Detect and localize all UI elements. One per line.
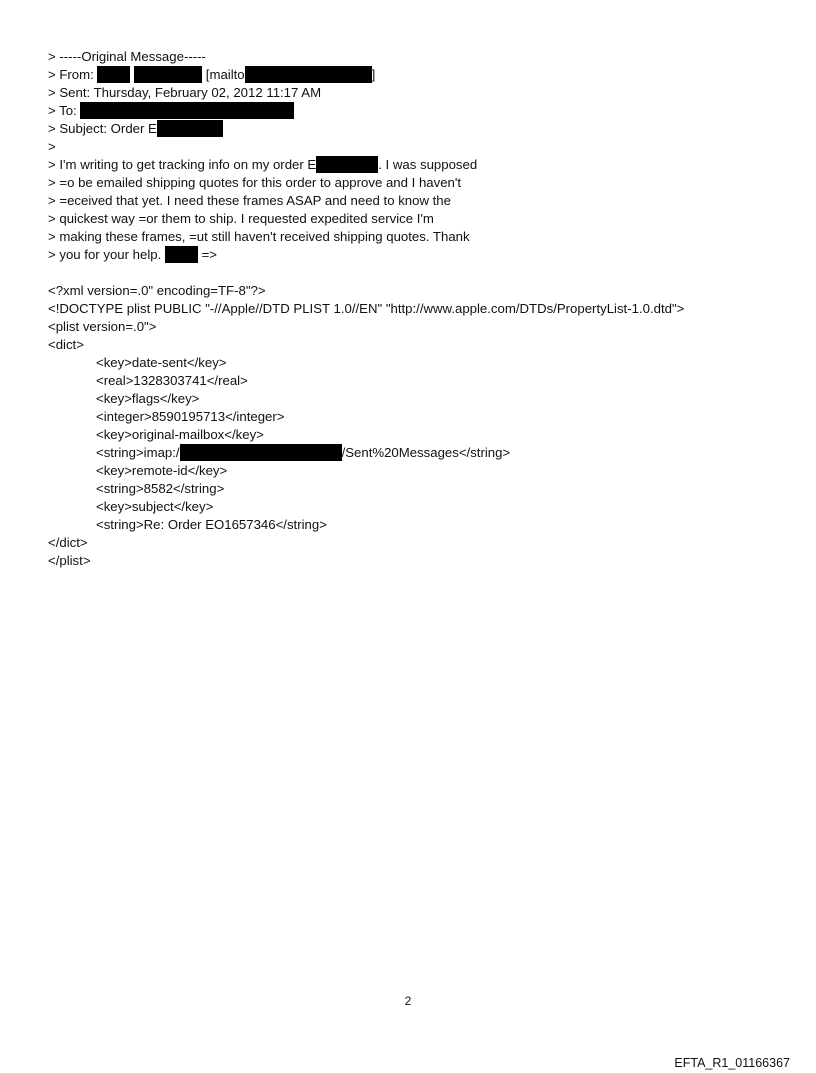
key-flags: <key>flags</key> bbox=[96, 391, 200, 406]
body-line-6 bbox=[48, 246, 788, 264]
body-line-1-start: > I'm writing to get tracking info on my order E bbox=[48, 157, 317, 172]
redaction-box bbox=[80, 102, 294, 119]
plist-open: <plist version=.0"> bbox=[48, 319, 157, 334]
redaction-box bbox=[316, 156, 378, 173]
subject-line bbox=[48, 120, 788, 138]
doctype-line: <!DOCTYPE plist PUBLIC "-//Apple//DTD PLIST 1.0//EN" "http://www.apple.com/DTDs/PropertyList-1.0.dtd"> bbox=[48, 301, 685, 316]
key-remote-id: <key>remote-id</key> bbox=[96, 463, 228, 478]
email-document bbox=[48, 48, 788, 570]
redaction-box bbox=[134, 66, 202, 83]
subject-prefix: > Subject: Order E bbox=[48, 121, 157, 136]
dict-open: <dict> bbox=[48, 337, 84, 352]
dict-close: </dict> bbox=[48, 535, 88, 550]
integer-value: <integer>8590195713</integer> bbox=[96, 409, 285, 424]
string-remote-id: <string>8582</string> bbox=[96, 481, 225, 496]
to-line bbox=[48, 102, 788, 120]
body-line-2: > =o be emailed shipping quotes for this order to approve and I haven't bbox=[48, 175, 462, 190]
blank-quote-line: > bbox=[48, 139, 56, 154]
redaction-box bbox=[245, 66, 372, 83]
body-line-1-end: . I was supposed bbox=[378, 157, 478, 172]
page-number: 2 bbox=[404, 994, 412, 1008]
body-line-5: > making these frames, =ut still haven't received shipping quotes. Thank bbox=[48, 229, 470, 244]
spacer bbox=[48, 264, 788, 282]
key-subject: <key>subject</key> bbox=[96, 499, 214, 514]
from-prefix: > From: bbox=[48, 67, 98, 82]
key-original-mailbox: <key>original-mailbox</key> bbox=[96, 427, 264, 442]
from-line bbox=[48, 66, 788, 84]
body-line-6-start: > you for your help. bbox=[48, 247, 165, 262]
body-line-6-end: => bbox=[197, 247, 218, 262]
body-line-4: > quickest way =or them to ship. I requested expedited service I'm bbox=[48, 211, 434, 226]
from-mailto: [mailto bbox=[202, 67, 245, 82]
body-line-3: > =eceived that yet. I need these frames ASAP and need to know the bbox=[48, 193, 451, 208]
from-close: ] bbox=[371, 67, 376, 82]
plist-close: </plist> bbox=[48, 553, 91, 568]
string-imap-end: /Sent%20Messages</string> bbox=[341, 445, 511, 460]
key-date-sent: <key>date-sent</key> bbox=[96, 355, 227, 370]
redaction-box bbox=[97, 66, 130, 83]
bates-number: EFTA_R1_01166367 bbox=[674, 1056, 790, 1070]
redaction-box bbox=[165, 246, 198, 263]
sent-line: > Sent: Thursday, February 02, 2012 11:17 AM bbox=[48, 85, 322, 100]
redaction-box bbox=[180, 444, 342, 461]
string-subject: <string>Re: Order EO1657346</string> bbox=[96, 517, 327, 532]
string-imap-start: <string>imap:/ bbox=[96, 445, 180, 460]
real-value: <real>1328303741</real> bbox=[96, 373, 248, 388]
redaction-box bbox=[157, 120, 223, 137]
to-prefix: > To: bbox=[48, 103, 81, 118]
original-message-header: > -----Original Message----- bbox=[48, 49, 206, 64]
body-line-1 bbox=[48, 156, 788, 174]
string-imap bbox=[48, 444, 788, 462]
xml-declaration: <?xml version=.0" encoding=TF-8"?> bbox=[48, 283, 266, 298]
